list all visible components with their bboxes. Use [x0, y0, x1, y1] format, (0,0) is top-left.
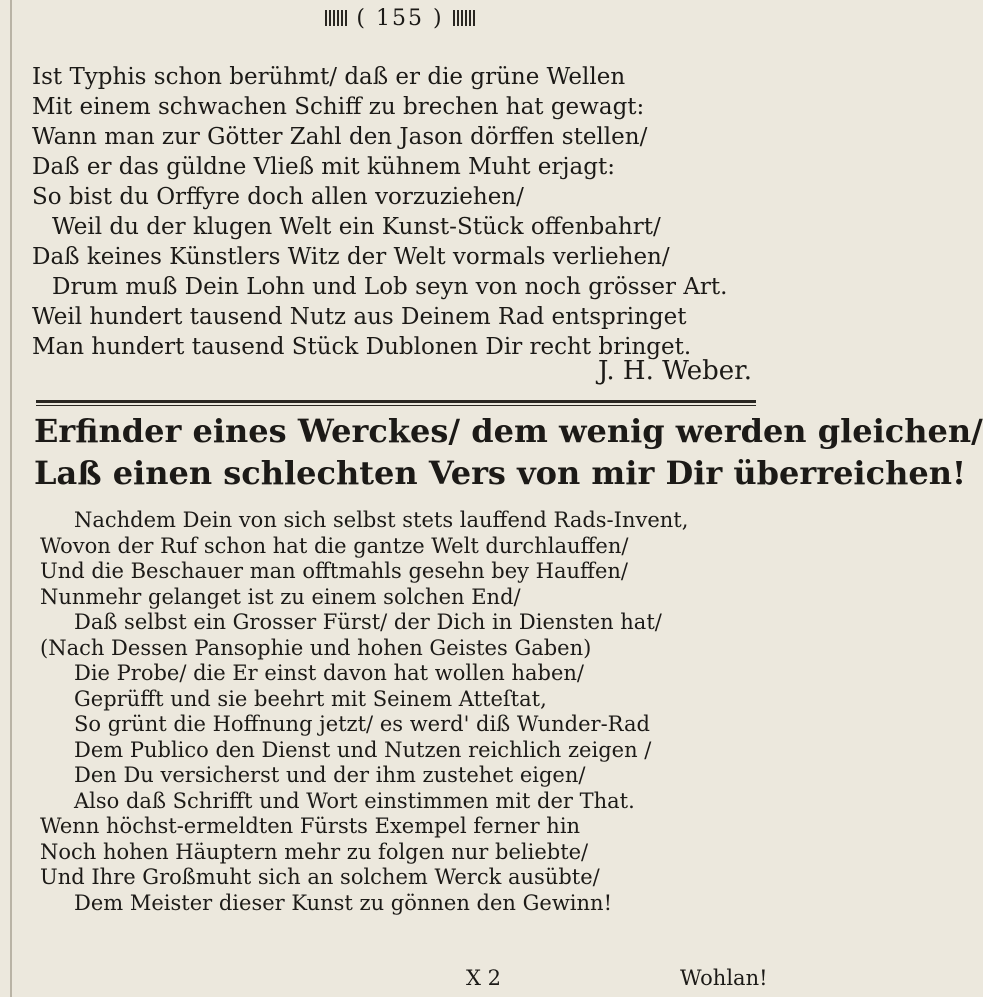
poem-line: So grünt die Hoffnung jetzt/ es werd' diß Wunder-Rad [74, 712, 650, 736]
poem-line: Und Ihre Großmuht sich an solchem Werck ausübte/ [40, 865, 600, 889]
poem-line: Den Du versicherst und der ihm zustehet eigen/ [74, 763, 586, 787]
signature-mark: X 2 [466, 966, 501, 990]
poem-line: Daß selbst ein Grosser Fürst/ der Dich in Diensten hat/ [74, 610, 662, 634]
poem-line: (Nach Dessen Pansophie und hohen Geistes Gaben) [40, 635, 592, 660]
divider-rule-thin [36, 405, 756, 406]
second-poem [40, 508, 780, 916]
poem-line: Die Probe/ die Er einst davon hat wollen haben/ [74, 661, 584, 685]
poem-line: Wann man zur Götter Zahl den Jason dörffen stellen/ [32, 124, 648, 150]
poem-line: Man hundert tausend Stück Dublonen Dir recht bringet. [32, 334, 692, 360]
poem-line: So bist du Orffyre doch allen vorzuziehen/ [32, 184, 524, 210]
poem-line: Daß keines Künstlers Witz der Welt vormals verliehen/ [32, 244, 670, 270]
page-edge [10, 0, 12, 997]
author-signature: J. H. Weber. [598, 356, 752, 386]
right-ornament-icon [453, 10, 475, 26]
page-number: ( 155 ) [356, 6, 444, 31]
poem-line: Weil hundert tausend Nutz aus Deinem Rad entspringet [32, 304, 687, 330]
poem-line: Noch hohen Häuptern mehr zu folgen nur beliebte/ [40, 839, 589, 864]
page-header [0, 6, 800, 31]
poem-line: Drum muß Dein Lohn und Lob seyn von noch grösser Art. [52, 274, 728, 300]
poem-line: Dem Publico den Dienst und Nutzen reichlich zeigen / [74, 737, 652, 762]
poem-line: Mit einem schwachen Schiff zu brechen hat gewagt: [32, 94, 645, 120]
title-line-2: Laß einen schlechten Vers von mir Dir überreichen! [34, 454, 966, 492]
poem-line: Nunmehr gelanget ist zu einem solchen End/ [40, 584, 521, 609]
poem-line: Weil du der klugen Welt ein Kunst-Stück offenbahrt/ [52, 214, 661, 240]
poem-line: Geprüfft und sie beehrt mit Seinem Atteſtat, [74, 686, 547, 711]
poem-line: Nachdem Dein von sich selbst stets lauffend Rads-Invent, [74, 508, 689, 532]
poem-line: Daß er das güldne Vließ mit kühnem Muht erjagt: [32, 154, 615, 180]
title-line-1: Erfinder eines Werckes/ dem wenig werden gleichen/ [34, 412, 983, 450]
poem-line: Ist Typhis schon berühmt/ daß er die grüne Wellen [32, 64, 626, 90]
poem-line: Und die Beschauer man offtmahls gesehn bey Hauffen/ [40, 559, 628, 583]
poem-line: Wenn höchst-ermeldten Fürsts Exempel ferner hin [40, 814, 581, 838]
poem-line: Dem Meister dieser Kunst zu gönnen den Gewinn! [74, 890, 613, 915]
catchword: Wohlan! [680, 966, 768, 990]
left-ornament-icon [325, 10, 347, 26]
poem-line: Wovon der Ruf schon hat die gantze Welt durchlauffen/ [40, 533, 629, 558]
first-poem [32, 62, 777, 362]
poem-title [34, 410, 983, 494]
poem-line: Also daß Schrifft und Wort einstimmen mit der That. [74, 788, 635, 813]
divider-rule [36, 400, 756, 403]
